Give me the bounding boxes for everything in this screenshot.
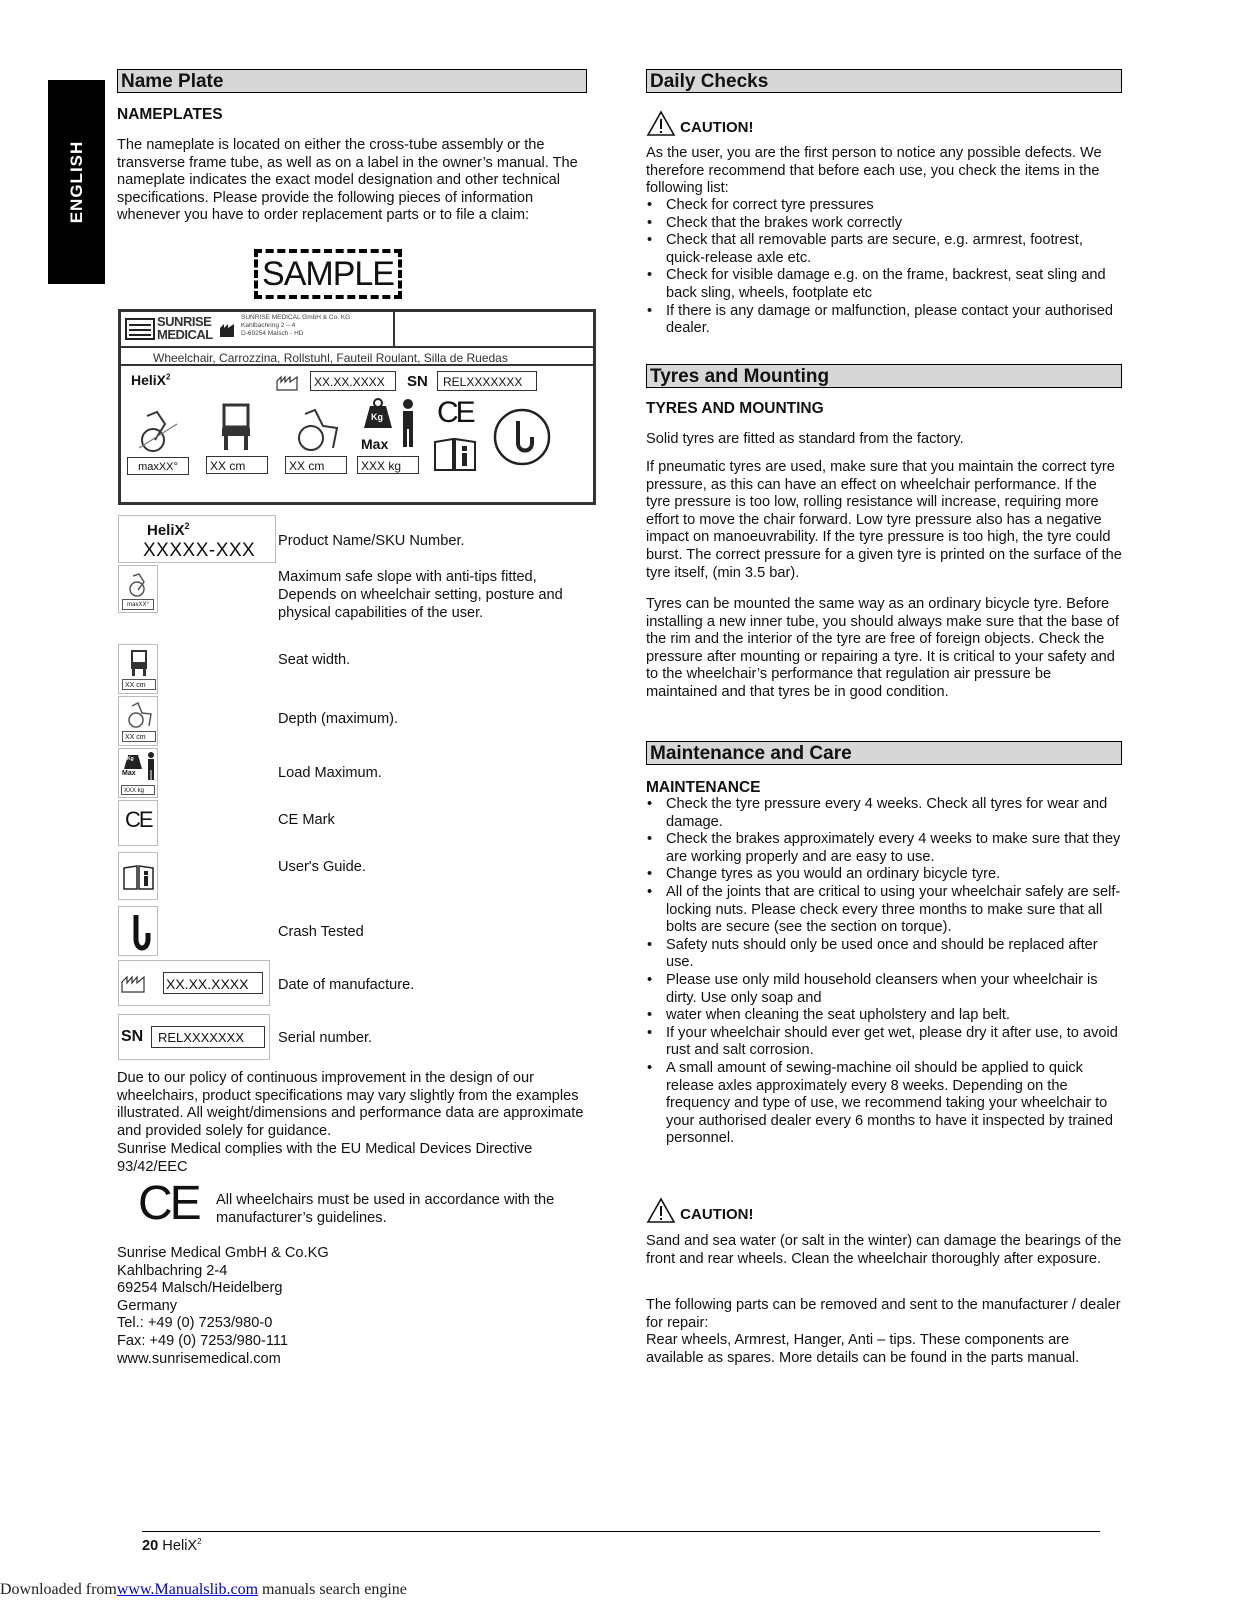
list-item: • A small amount of sewing-machine oil should be applied to quick release axles approximately every 8 weeks. Depending on the frequency and type of use, we recommend taking your wheelchair to your authorised dealer every 6 months to have it inspected by trained personnel.	[646, 1060, 1122, 1148]
slope-icon: maxXX°	[118, 565, 158, 613]
list-item: • If there is any damage or malfunction, please contact your authorised dealer.	[646, 303, 1122, 338]
repair-paragraph-2: Rear wheels, Armrest, Hanger, Anti – tips. These components are available as spares. More details can be found in the parts manual.	[646, 1332, 1080, 1366]
website-link[interactable]: www.sunrisemedical.com	[117, 1350, 281, 1367]
tyres-paragraph-2: If pneumatic tyres are used, make sure that you maintain the correct tyre pressure, as this can have an effect on wheelchair performance. If the tyre pressure is too low, rolling resistance will increase, requiring more effort to move the chair forward. Low tyre pressure also has a negative impact on manoeuvrability. If the tyre pressure is too high, the tyre could burst. The correct pressure for a given tyre is printed on the surface of the tyre itself, (min 3.5 bar).	[646, 459, 1122, 581]
page-number: 20	[142, 1537, 159, 1554]
serial-number-icon: SN RELXXXXXXX	[118, 1014, 270, 1060]
list-item: • water when cleaning the seat upholstery and lap belt.	[646, 1007, 1122, 1025]
manufacturer-icon	[219, 322, 235, 338]
plate-depth-icon	[293, 404, 341, 454]
caution-icon	[646, 110, 676, 136]
policy-text: Due to our policy of continuous improvement in the design of our wheelchairs, product specifications may vary slightly from the examples illustrated. All weight/dimensions and performance data are approximate and provided solely for guidance.	[117, 1070, 584, 1139]
maintenance-list	[646, 796, 1122, 1148]
plate-seat-width-icon	[219, 402, 253, 452]
plate-address3: D-69254 Malsch - HD	[241, 330, 304, 337]
plate-slope-icon	[135, 404, 179, 454]
ce-big-mark: CE	[138, 1177, 199, 1230]
directive-text: Sunrise Medical complies with the EU Medical Devices Directive 93/42/EEC	[117, 1141, 533, 1175]
plate-address1: SUNRISE MEDICAL GmbH & Co. KG	[241, 314, 351, 321]
plate-depth: XX cm	[285, 456, 347, 474]
page-footer: 20 HeliX$^2$	[142, 1537, 202, 1554]
plate-sn-value: RELXXXXXXX	[437, 371, 537, 391]
plate-manufacture-icon	[276, 373, 298, 391]
list-item: • Please use only mild household cleansers when your wheelchair is dirty. Use only soap and	[646, 972, 1122, 1007]
footer-rule	[142, 1531, 1100, 1532]
daily-checks-list	[646, 197, 1122, 338]
legend-label-ce: CE Mark	[278, 812, 335, 828]
download-notice: Downloaded fromwww.Manualslib.com manuals search engine	[0, 1581, 407, 1598]
caution-block-1: CAUTION!	[646, 110, 1122, 136]
crash-tested-icon	[118, 906, 158, 956]
list-item: • Check for visible damage e.g. on the frame, backrest, seat sling and back sling, wheels, footplate etc	[646, 267, 1122, 302]
nameplate-intro: The nameplate is located on either the cross-tube assembly or the transverse frame tube, as well as on a label in the owner’s manual. The nameplate indicates the exact model designation and other technical specifications. Please provide the following pieces of information whenever you have to order replacement parts or to file a claim:	[117, 137, 578, 224]
repair-paragraph-1: The following parts can be removed and sent to the manufacturer / dealer for repair:	[646, 1297, 1121, 1331]
tyres-subheading: TYRES AND MOUNTING	[646, 400, 824, 417]
sunrise-logo-icon	[125, 318, 155, 340]
caution-block-2: CAUTION!	[646, 1197, 1122, 1223]
legend-label-slope: Maximum safe slope with anti-tips fitted, Depends on wheelchair setting, posture and physical capabilities of the user.	[278, 569, 563, 621]
list-item: • Safety nuts should only be used once and should be replaced after use.	[646, 937, 1122, 972]
name-plate-illustration	[118, 309, 596, 505]
plate-date-value: XX.XX.XXXX	[310, 371, 396, 391]
brand-line1: SUNRISE	[157, 314, 212, 329]
legend-label-sku: Product Name/SKU Number.	[278, 533, 465, 549]
plate-seat-width: XX cm	[206, 456, 268, 474]
maintenance-heading: Maintenance and Care	[646, 741, 1122, 765]
legend-label-serial-number: Serial number.	[278, 1030, 373, 1046]
list-item: • Check that all removable parts are secure, e.g. armrest, footrest, quick-release axle etc.	[646, 232, 1122, 267]
language-label: ENGLISH	[66, 140, 86, 224]
plate-address2: Kahlbachring 2 – 4	[241, 322, 296, 329]
sample-stamp: SAMPLE	[254, 249, 402, 299]
list-item: • Check for correct tyre pressures	[646, 197, 1122, 215]
ce-note: All wheelchairs must be used in accordance with the manufacturer’s guidelines.	[216, 1192, 555, 1226]
seat-width-icon: XX cm	[118, 644, 158, 694]
tyres-paragraph-3: Tyres can be mounted the same way as an ordinary bicycle tyre. Before installing a new inner tube, you should always make sure that the base of the rim and the interior of the tyre are free of foreign objects. Check the pressure after mounting or repairing a tyre. It is critical to your safety and to the wheelchair’s performance that regulation air pressure be maintained and that tyres be in good condition.	[646, 596, 1119, 700]
brand-line2: MEDICAL	[157, 327, 213, 342]
sand-warning: Sand and sea water (or salt in the winter) can damage the bearings of the front and rear wheels. Clean the wheelchair thoroughly after exposure.	[646, 1233, 1122, 1267]
address-block: Sunrise Medical GmbH & Co.KG Kahlbachring 2-4 69254 Malsch/Heidelberg Germany Tel.: +49 (0) 7253/980-0 Fax: +49 (0) 7253/980-111 www.sunrisemedical.com	[117, 1245, 587, 1368]
manufacture-date-icon: XX.XX.XXXX	[118, 960, 270, 1006]
tyres-heading: Tyres and Mounting	[646, 364, 1122, 388]
daily-checks-heading: Daily Checks	[646, 69, 1122, 93]
sku-model: HeliX$^2$	[147, 521, 190, 539]
plate-users-guide-icon	[433, 437, 477, 473]
language-tab	[48, 80, 105, 284]
plate-header	[121, 312, 395, 348]
name-plate-heading: Name Plate	[117, 69, 587, 93]
plate-max: Max	[361, 436, 389, 452]
list-item: • If your wheelchair should ever get wet, please dry it after use, to avoid rust and salt corrosion.	[646, 1025, 1122, 1060]
load-icon: Kg Max XXX kg	[118, 748, 158, 798]
plate-sn-label: SN	[407, 373, 428, 390]
ce-mark-icon: CE	[118, 800, 158, 846]
legend-label-depth: Depth (maximum).	[278, 711, 399, 727]
tyres-paragraph-1: Solid tyres are fitted as standard from the factory.	[646, 431, 964, 447]
sku-icon-box	[118, 515, 276, 563]
depth-icon: XX cm	[118, 696, 158, 746]
manualslib-link[interactable]: www.Manualslib.com	[116, 1581, 259, 1598]
nameplates-subheading: NAMEPLATES	[117, 106, 223, 123]
legend-label-seat-width: Seat width.	[278, 652, 351, 668]
list-item: • Check that the brakes work correctly	[646, 215, 1122, 233]
legend-label-manufacture-date: Date of manufacture.	[278, 977, 415, 993]
list-item: • Change tyres as you would an ordinary bicycle tyre.	[646, 866, 1122, 884]
users-guide-icon	[118, 852, 158, 900]
plate-max-slope: maxXX°	[127, 457, 189, 475]
list-item: • Check the brakes approximately every 4 weeks to make sure that they are working properly and are easy to use.	[646, 831, 1122, 866]
maintenance-subheading: MAINTENANCE	[646, 779, 761, 796]
footer-product: HeliX	[162, 1537, 198, 1554]
plate-types: Wheelchair, Carrozzina, Rollstuhl, Fauteil Roulant, Silla de Ruedas	[121, 346, 593, 366]
legend-label-crash-tested: Crash Tested	[278, 924, 364, 940]
plate-crash-tested-icon	[492, 407, 552, 467]
caution-icon	[646, 1197, 676, 1223]
sku-number: XXXXX-XXX	[143, 540, 256, 561]
plate-kg: Kg	[371, 412, 383, 422]
plate-ce-mark: CE	[437, 396, 473, 429]
plate-load: XXX kg	[357, 456, 419, 474]
plate-model: HeliX$^2$	[131, 372, 171, 388]
list-item: • All of the joints that are critical to using your wheelchair safely are self-locking nuts. Please check every three months to make sure that all bolts are secure (see the section on torque).	[646, 884, 1122, 937]
legend-label-load: Load Maximum.	[278, 765, 382, 781]
legend-label-users-guide: User's Guide.	[278, 859, 366, 875]
list-item: • Check the tyre pressure every 4 weeks. Check all tyres for wear and damage.	[646, 796, 1122, 831]
daily-checks-intro: As the user, you are the first person to notice any possible defects. We therefore recommend that before each use, you check the items in the following list:	[646, 145, 1102, 197]
